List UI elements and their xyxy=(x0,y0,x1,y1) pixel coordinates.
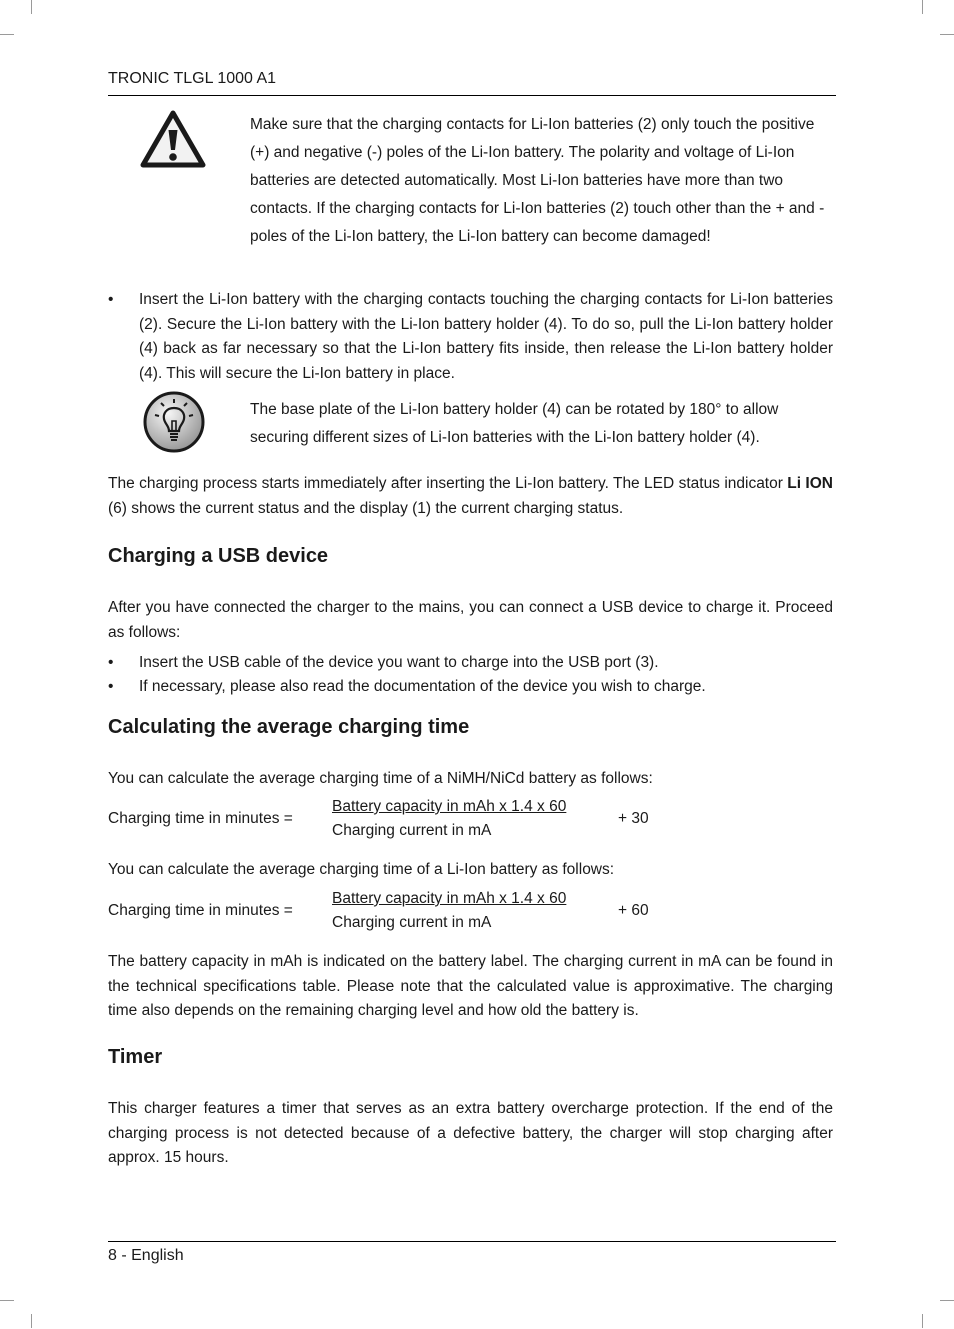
header-rule xyxy=(108,95,836,96)
warning-triangle-icon xyxy=(140,110,206,173)
usb-intro-paragraph: After you have connected the charger to the mains, you can connect a USB device to charge it. Proceed as follows: xyxy=(108,599,833,641)
paragraph-text: The charging process starts immediately after inserting the Li-Ion battery. The LED status indicator xyxy=(108,475,788,492)
page-header-title: TRONIC TLGL 1000 A1 xyxy=(108,70,277,87)
formula-label: Charging time in minutes = xyxy=(108,810,293,827)
crop-mark xyxy=(31,0,32,14)
bullet-text: If necessary, please also read the documentation of the device you wish to charge. xyxy=(139,678,706,695)
bullet-marker: • xyxy=(108,654,114,671)
bullet-marker: • xyxy=(108,678,114,695)
lightbulb-icon xyxy=(142,390,206,459)
formula-addend: + 60 xyxy=(618,902,649,919)
liion-intro-paragraph: You can calculate the average charging time of a Li-Ion battery as follows: xyxy=(108,861,615,878)
list-item xyxy=(108,651,833,676)
timer-paragraph: This charger features a timer that serves as an extra battery overcharge protection. If the end of the charging process is not detected because of a defective battery, the charger will stop charging after approx. 15 hours. xyxy=(108,1100,833,1166)
formula-label: Charging time in minutes = xyxy=(108,902,293,919)
footer-rule xyxy=(108,1241,836,1242)
list-item xyxy=(108,675,833,700)
section-heading-usb: Charging a USB device xyxy=(108,545,329,567)
tip-note-text: The base plate of the Li-Ion battery holder (4) can be rotated by 180° to allow securing different sizes of Li-Ion batteries with the Li-Ion battery holder (4). xyxy=(250,401,779,446)
calculation-note-paragraph: The battery capacity in mAh is indicated on the battery label. The charging current in mA can be found in the technical specifications table. Please note that the calculated value is approximative. The charging time also depends on the remaining charging level and how old the battery is. xyxy=(108,953,833,1019)
led-indicator-label: Li ION xyxy=(787,475,833,492)
formula-numerator: Battery capacity in mAh x 1.4 x 60 xyxy=(332,890,567,907)
crop-mark xyxy=(922,1314,923,1328)
crop-mark xyxy=(31,1314,32,1328)
crop-mark xyxy=(922,0,923,14)
crop-mark xyxy=(0,1300,14,1301)
charging-process-paragraph xyxy=(108,472,833,521)
crop-mark xyxy=(0,34,14,35)
section-heading-timer: Timer xyxy=(108,1046,163,1068)
bullet-text: Insert the Li-Ion battery with the charging contacts touching the charging contacts for Li-Ion batteries (2). Secure the Li-Ion battery with the Li-Ion battery holder (4). To do so, pull the Li-Ion battery holder (4) back as far necessary so that the Li-Ion battery fits inside, then release the Li-Ion battery holder (4). This will secure the Li-Ion battery in place. xyxy=(139,291,833,382)
formula-denominator: Charging current in mA xyxy=(332,822,492,839)
nimh-intro-paragraph: You can calculate the average charging time of a NiMH/NiCd battery as follows: xyxy=(108,770,653,787)
page-footer: 8 - English xyxy=(108,1247,184,1264)
bullet-marker: • xyxy=(108,291,114,308)
bullet-text: Insert the USB cable of the device you want to charge into the USB port (3). xyxy=(139,654,659,671)
crop-mark xyxy=(940,1300,954,1301)
section-heading-calculation: Calculating the average charging time xyxy=(108,716,470,738)
formula-addend: + 30 xyxy=(618,810,649,827)
paragraph-text: (6) shows the current status and the display (1) the current charging status. xyxy=(108,499,624,517)
list-item xyxy=(108,288,833,386)
formula-numerator: Battery capacity in mAh x 1.4 x 60 xyxy=(332,798,567,815)
formula-denominator: Charging current in mA xyxy=(332,914,492,931)
warning-note-text: Make sure that the charging contacts for Li-Ion batteries (2) only touch the positive (+) and negative (-) poles of the Li-Ion battery. The polarity and voltage of Li-Ion batteries are detected automatically. Most Li-Ion batteries have more than two contacts. If the charging contacts for Li-Ion batteries (2) touch other than the + and - poles of the Li-Ion battery, the Li-Ion battery can become damaged! xyxy=(250,116,825,245)
crop-mark xyxy=(940,34,954,35)
